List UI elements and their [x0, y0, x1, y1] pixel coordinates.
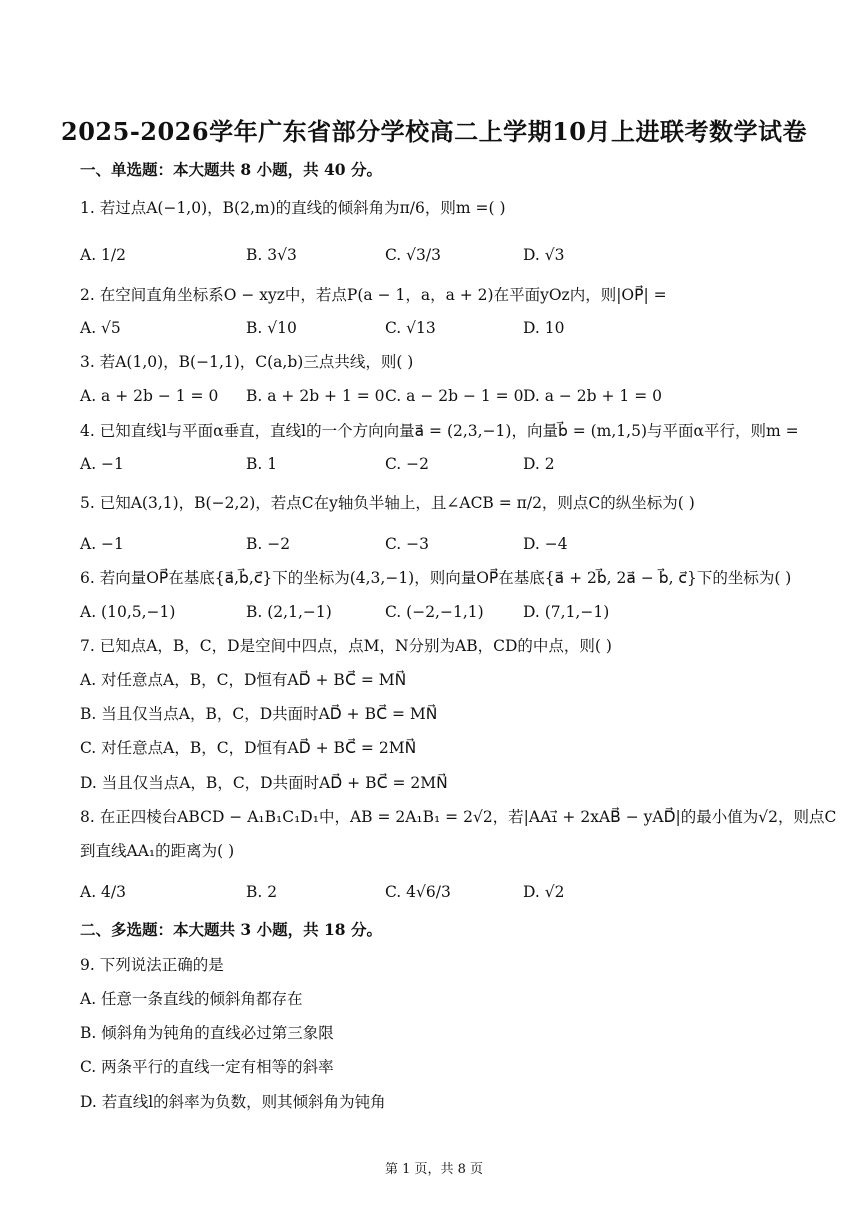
question-8-option-d: D. √2 [523, 883, 565, 901]
question-6-option-b: B. (2,1,−1) [246, 603, 332, 621]
question-3-stem: 3. 若A(1,0)，B(−1,1)，C(a,b)三点共线，则( ) [80, 353, 414, 371]
question-2-stem: 2. 在空间直角坐标系O − xyz中，若点P(a − 1，a，a + 2)在平面yOz内，则|OP⃗| = [80, 286, 667, 304]
question-4-stem: 4. 已知直线l与平面α垂直，直线l的一个方向向量a⃗ = (2,3,−1)，向量b⃗ = (m,1,5)与平面α平行，则m = [80, 422, 799, 440]
question-1-stem: 1. 若过点A(−1,0)，B(2,m)的直线的倾斜角为π/6，则m =( ) [80, 199, 506, 217]
question-3-option-a: A. a + 2b − 1 = 0 [80, 387, 219, 405]
question-8-option-a: A. 4/3 [80, 883, 126, 901]
question-6-option-c: C. (−2,−1,1) [385, 603, 484, 621]
question-2-option-c: C. √13 [385, 319, 436, 337]
question-8-stem-line-2: 到直线AA₁的距离为( ) [80, 842, 235, 860]
section-heading-multiple-choice: 二、多选题：本大题共 3 小题，共 18 分。 [80, 920, 382, 939]
question-9-option-a: A. 任意一条直线的倾斜角都存在 [80, 990, 303, 1008]
question-8-option-b: B. 2 [246, 883, 278, 901]
question-3-option-d: D. a − 2b + 1 = 0 [523, 387, 663, 405]
question-1-option-c: C. √3/3 [385, 246, 441, 264]
question-1-option-b: B. 3√3 [246, 246, 297, 264]
question-7-option-d: D. 当且仅当点A，B，C，D共面时AD⃗ + BC⃗ = 2MN⃗ [80, 774, 448, 792]
question-9-option-b: B. 倾斜角为钝角的直线必过第三象限 [80, 1024, 334, 1042]
question-7-option-c: C. 对任意点A，B，C，D恒有AD⃗ + BC⃗ = 2MN⃗ [80, 739, 417, 757]
question-1-option-d: D. √3 [523, 246, 565, 264]
question-4-option-a: A. −1 [80, 455, 124, 473]
question-2-option-b: B. √10 [246, 319, 297, 337]
exam-title: 2025-2026学年广东省部分学校高二上学期10月上进联考数学试卷 [61, 117, 807, 146]
question-9-stem: 9. 下列说法正确的是 [80, 956, 224, 974]
question-4-option-b: B. 1 [246, 455, 278, 473]
question-6-stem: 6. 若向量OP⃗在基底{a⃗,b⃗,c⃗}下的坐标为(4,3,−1)，则向量OP⃗在基底{a⃗ + 2b⃗, 2a⃗ − b⃗, c⃗}下的坐标为( ) [80, 569, 792, 587]
question-9-option-c: C. 两条平行的直线一定有相等的斜率 [80, 1058, 334, 1076]
question-9-option-d: D. 若直线l的斜率为负数，则其倾斜角为钝角 [80, 1093, 386, 1111]
question-3-option-c: C. a − 2b − 1 = 0 [385, 387, 524, 405]
question-5-stem: 5. 已知A(3,1)，B(−2,2)，若点C在y轴负半轴上，且∠ACB = π/2，则点C的纵坐标为( ) [80, 494, 695, 512]
question-2-option-d: D. 10 [523, 319, 565, 337]
question-6-option-a: A. (10,5,−1) [80, 603, 176, 621]
question-7-option-b: B. 当且仅当点A，B，C，D共面时AD⃗ + BC⃗ = MN⃗ [80, 705, 438, 723]
section-heading-single-choice: 一、单选题：本大题共 8 小题，共 40 分。 [80, 160, 382, 179]
page-footer: 第 1 页，共 8 页 [384, 1162, 484, 1177]
question-1-option-a: A. 1/2 [80, 246, 126, 264]
question-7-option-a: A. 对任意点A，B，C，D恒有AD⃗ + BC⃗ = MN⃗ [80, 671, 407, 689]
question-5-option-b: B. −2 [246, 535, 291, 553]
question-8-option-c: C. 4√6/3 [385, 883, 451, 901]
question-7-stem: 7. 已知点A，B，C，D是空间中四点，点M，N分别为AB，CD的中点，则( ) [80, 637, 612, 655]
question-5-option-a: A. −1 [80, 535, 124, 553]
question-2-option-a: A. √5 [80, 319, 121, 337]
question-5-option-d: D. −4 [523, 535, 568, 553]
question-4-option-c: C. −2 [385, 455, 430, 473]
question-6-option-d: D. (7,1,−1) [523, 603, 610, 621]
question-4-option-d: D. 2 [523, 455, 555, 473]
question-8-stem-line-1: 8. 在正四棱台ABCD − A₁B₁C₁D₁中，AB = 2A₁B₁ = 2√2，若|AA₁⃗ + 2xAB⃗ − yAD⃗|的最小值为√2，则点C [80, 808, 837, 826]
question-5-option-c: C. −3 [385, 535, 430, 553]
question-3-option-b: B. a + 2b + 1 = 0 [246, 387, 385, 405]
